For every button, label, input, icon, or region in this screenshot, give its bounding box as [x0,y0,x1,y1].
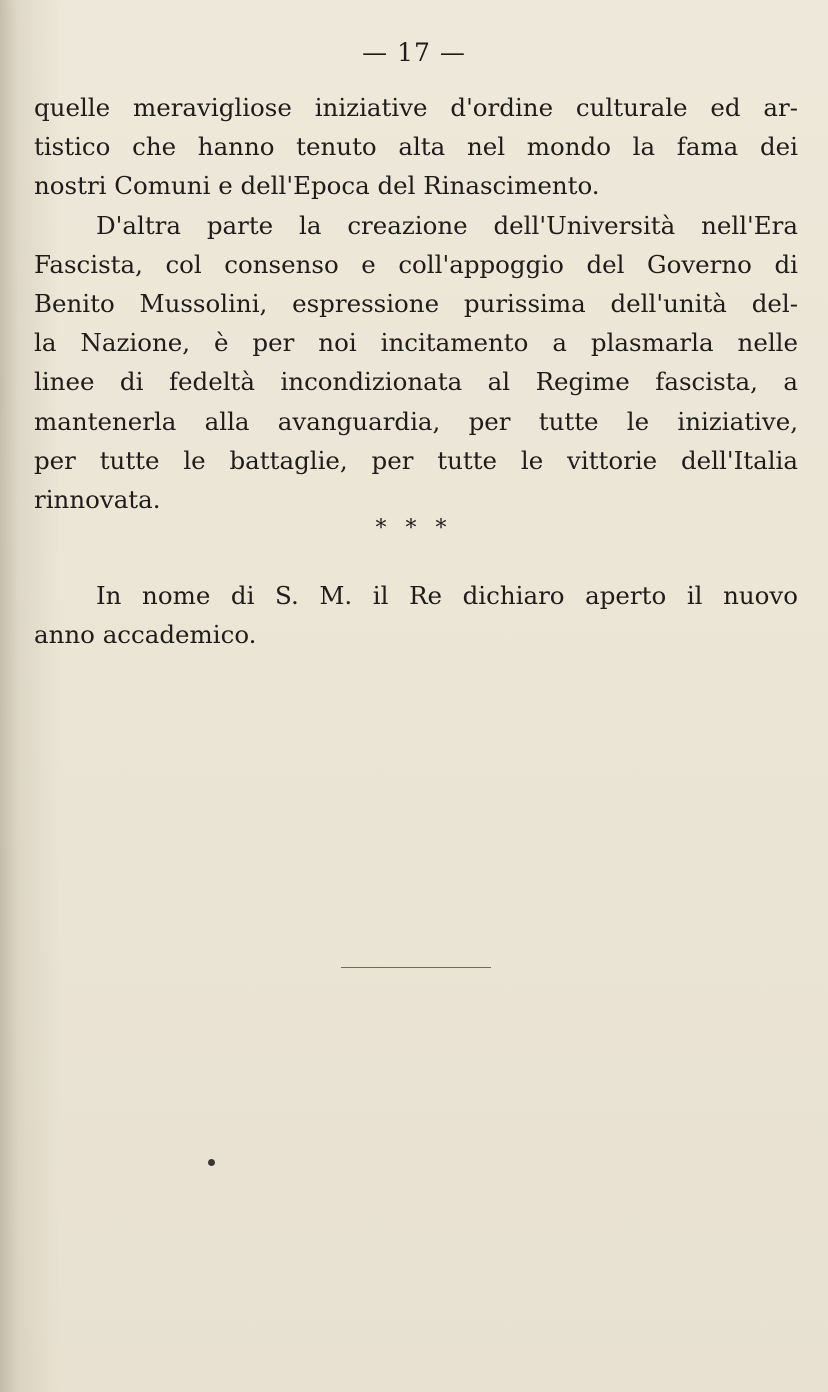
end-rule [341,967,491,968]
text-line: quelle meravigliose iniziative d'ordine culturale ed ar- [34,93,798,122]
text-line: la Nazione, è per noi incitamento a plasmarla nelle [34,328,798,358]
paragraph-2 [34,206,798,520]
text-line: Fascista, col consenso e coll'appoggio del Governo di [34,249,798,279]
text-line: mantenerla alla avanguardia, per tutte le iniziative, [34,406,798,436]
paragraph-1 [34,88,798,206]
text-line: per tutte le battaglie, per tutte le vittorie dell'Italia [34,445,798,475]
page-number: — 17 — [362,38,466,67]
ink-speck [208,1159,215,1166]
text-line: linee di fedeltà incondizionata al Regime fascista, a [34,367,798,397]
text-line: nostri Comuni e dell'Epoca del Rinascimento. [34,171,600,201]
text-line: Benito Mussolini, espressione purissima dell'unità del- [34,289,798,319]
text-line: tistico che hanno tenuto alta nel mondo la fama dei [34,132,798,162]
text-line: D'altra parte la creazione dell'Università nell'Era [96,210,798,240]
text-line: anno accademico. [34,620,257,650]
text-line: In nome di S. M. il Re dichiaro aperto il nuovo [96,581,798,610]
main-text [34,88,798,519]
section-separator: * * * [375,516,453,541]
text-line: rinnovata. [34,485,161,515]
paragraph-3 [34,576,798,654]
